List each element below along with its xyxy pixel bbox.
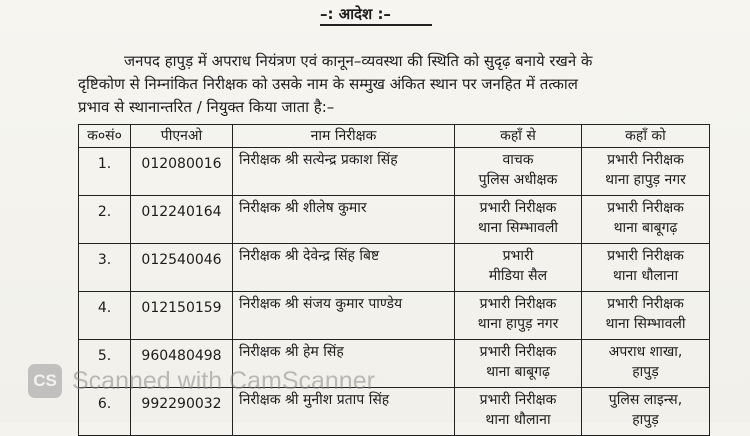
cell-from-line-2: थाना हापुड़ नगर — [477, 316, 559, 332]
cell-from-line-2: थाना धौलाना — [485, 412, 551, 428]
header-serial-no: क०सं० — [79, 125, 131, 148]
cell-from — [455, 388, 582, 436]
table-row — [79, 244, 710, 292]
cell-inspector-name: निरीक्षक श्री हेम सिंह — [233, 340, 455, 388]
table-header-row — [79, 125, 710, 148]
cell-from — [455, 148, 582, 196]
cell-serial-no: 3. — [79, 244, 131, 292]
paragraph-line-2: दृष्टिकोण से निम्नांकित निरीक्षक को उसके नाम के सम्मुख अंकित स्थान पर जनहित में तत्काल — [78, 75, 578, 93]
cell-to-line-1: पुलिस लाइन्स, — [608, 392, 683, 408]
cell-serial-no: 5. — [79, 340, 131, 388]
table-row — [79, 196, 710, 244]
header-to: कहाँ को — [582, 125, 710, 148]
cell-to-line-1: प्रभारी निरीक्षक — [607, 296, 684, 312]
cell-to-line-1: प्रभारी निरीक्षक — [607, 200, 684, 216]
paragraph-line-3: प्रभाव से स्थानान्तरित / नियुक्त किया जाता है:– — [78, 98, 335, 116]
cell-serial-no: 2. — [79, 196, 131, 244]
cell-from-line-1: प्रभारी — [502, 248, 534, 264]
camscanner-watermark — [28, 364, 375, 398]
camscanner-logo-icon: CS — [28, 364, 62, 398]
cell-from-line-1: प्रभारी निरीक्षक — [479, 392, 557, 408]
cell-from-line-2: पुलिस अधीक्षक — [478, 172, 558, 188]
cell-to-line-2: थाना बाबूगढ़ — [613, 220, 678, 236]
cell-to-line-2: थाना हापुड़ नगर — [605, 172, 686, 188]
cell-to — [582, 244, 710, 292]
cell-pno: 012540046 — [131, 244, 233, 292]
cell-serial-no: 4. — [79, 292, 131, 340]
table-row — [79, 292, 710, 340]
cell-serial-no: 6. — [79, 388, 131, 436]
cell-to-line-1: अपराध शाखा, — [608, 344, 683, 360]
cell-from-line-1: प्रभारी निरीक्षक — [479, 344, 557, 360]
paragraph-line-1: जनपद हापुड़ में अपराध नियंत्रण एवं कानून–व्यवस्था की स्थिति को सुदृढ़ बनाये रखने के — [124, 52, 593, 70]
cell-to — [582, 388, 710, 436]
header-from: कहाँ से — [455, 125, 582, 148]
cell-inspector-name: निरीक्षक श्री शीलेष कुमार — [233, 196, 455, 244]
cell-to — [582, 292, 710, 340]
cell-to-line-1: प्रभारी निरीक्षक — [607, 248, 684, 264]
cell-to — [582, 196, 710, 244]
cell-to-line-1: प्रभारी निरीक्षक — [607, 152, 684, 168]
header-inspector-name: नाम निरीक्षक — [233, 125, 455, 148]
cell-serial-no: 1. — [79, 148, 131, 196]
cell-from-line-1: प्रभारी निरीक्षक — [479, 296, 557, 312]
order-paragraph — [78, 50, 718, 119]
cell-inspector-name: निरीक्षक श्री देवेन्द्र सिंह बिष्ट — [233, 244, 455, 292]
watermark-text: Scanned with CamScanner — [72, 366, 375, 395]
cell-to — [582, 148, 710, 196]
cell-from — [455, 292, 582, 340]
order-heading: –: आदेश :– — [320, 5, 391, 23]
cell-from-line-2: थाना बाबूगढ़ — [486, 364, 550, 380]
cell-from-line-1: वाचक — [502, 152, 534, 168]
cell-pno: 012150159 — [131, 292, 233, 340]
cell-pno: 012080016 — [131, 148, 233, 196]
cell-pno: 992290032 — [131, 388, 233, 436]
cell-inspector-name: निरीक्षक श्री सत्येन्द्र प्रकाश सिंह — [233, 148, 455, 196]
cell-from-line-2: मीडिया सैल — [488, 268, 548, 284]
cell-inspector-name: निरीक्षक श्री मुनीश प्रताप सिंह — [233, 388, 455, 436]
cell-from-line-1: प्रभारी निरीक्षक — [479, 200, 557, 216]
cell-to-line-2: हापुड़ — [632, 412, 659, 428]
header-pno: पीएनओ — [131, 125, 233, 148]
cell-pno: 960480498 — [131, 340, 233, 388]
cell-to-line-2: हापुड़ — [632, 364, 659, 380]
cell-from — [455, 340, 582, 388]
cell-from — [455, 244, 582, 292]
cell-to — [582, 340, 710, 388]
heading-underline — [320, 24, 432, 26]
cell-from-line-2: थाना सिम्भावली — [477, 220, 559, 236]
cell-to-line-2: थाना धौलाना — [612, 268, 679, 284]
cell-from — [455, 196, 582, 244]
cell-inspector-name: निरीक्षक श्री संजय कुमार पाण्डेय — [233, 292, 455, 340]
cell-pno: 012240164 — [131, 196, 233, 244]
cell-to-line-2: थाना सिम्भावली — [605, 316, 686, 332]
table-row — [79, 148, 710, 196]
